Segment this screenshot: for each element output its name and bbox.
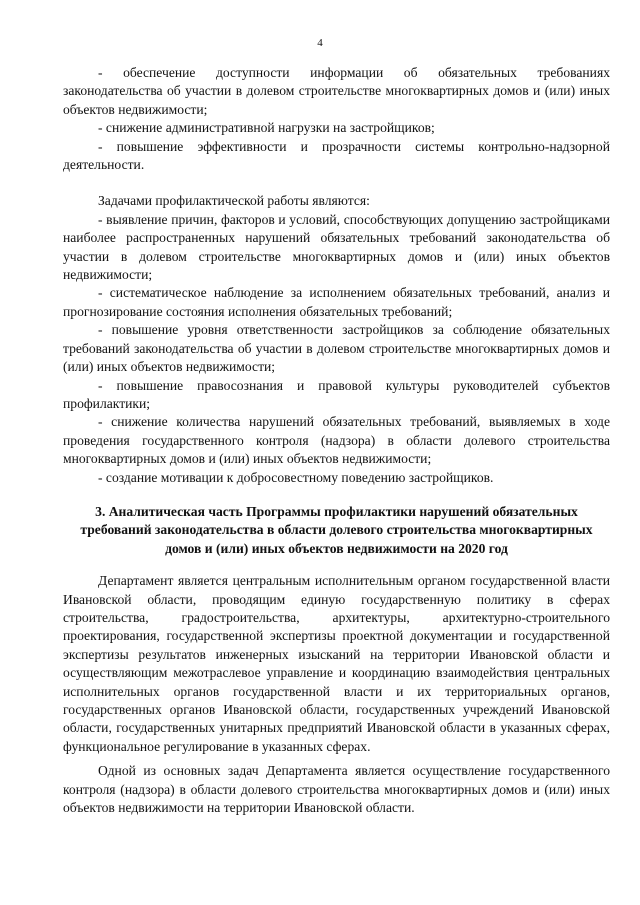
- tasks-intro: Задачами профилактической работы являются:: [98, 193, 370, 209]
- task-list-item: - создание мотивации к добросовестному поведению застройщиков.: [98, 469, 494, 485]
- section-heading: 3. Аналитическая часть Программы профилактики нарушений обязательных требований законодательства в области долевого строительства многоквартирных домов и (или) иных объектов недвижимости на 2020 год: [80, 503, 593, 556]
- task-list-item: - выявление причин, факторов и условий, способствующих допущению застройщиками наиболее распространенных нарушений обязательных требований законодательства об участии в долевом строительстве многоквартирных домов и (или) иных объектов недвижимости;: [63, 211, 610, 283]
- spacer: [63, 174, 610, 192]
- task-list-item: - снижение количества нарушений обязательных требований, выявляемых в ходе проведения государственного контроля (надзора) в области долевого строительства многоквартирных домов и (или) иных объектов недвижимости;: [63, 414, 610, 467]
- goal-list-item: - обеспечение доступности информации об обязательных требованиях законодательства об участии в долевом строительстве многоквартирных домов и (или) иных объектов недвижимости;: [63, 65, 610, 117]
- goal-list-item: - повышение эффективности и прозрачности системы контрольно-надзорной деятельности.: [63, 138, 610, 173]
- spacer: [63, 558, 610, 572]
- page-number: 4: [317, 37, 323, 49]
- goal-list-item: - снижение административной нагрузки на застройщиков;: [98, 120, 435, 136]
- task-list-item: - систематическое наблюдение за исполнением обязательных требований, анализ и прогнозирование состояния исполнения обязательных требований;: [63, 285, 610, 319]
- spacer: [63, 487, 610, 503]
- page-content: [63, 64, 610, 817]
- body-paragraph: Одной из основных задач Департамента является осуществление государственного контроля (надзора) в области долевого строительства многоквартирных домов и (или) иных объектов недвижимости на территории Ивановской области.: [63, 763, 610, 816]
- task-list-item: - повышение уровня ответственности застройщиков за соблюдение обязательных требований законодательства об участии в долевом строительстве многоквартирных домов и (или) иных объектов недвижимости;: [63, 322, 610, 375]
- body-paragraph: Департамент является центральным исполнительным органом государственной власти Ивановской области, проводящим единую государственную политику в сферах строительства, градостроительства, архитектуры, архитектурно-строительного проектирования, государственной экспертизы проектной документации и государственной экспертизы результатов инженерных изысканий на территории Ивановской области и осуществляющим межотраслевое управление и координацию взаимодействия центральных исполнительных органов государственной власти и их территориальных органов, государственных органов Ивановской области, государственных учреждений Ивановской области, государственных унитарных предприятий Ивановской области в указанных сферах, функциональное регулирование в указанных сферах.: [63, 573, 610, 754]
- task-list-item: - повышение правосознания и правовой культуры руководителей субъектов профилактики;: [63, 377, 610, 411]
